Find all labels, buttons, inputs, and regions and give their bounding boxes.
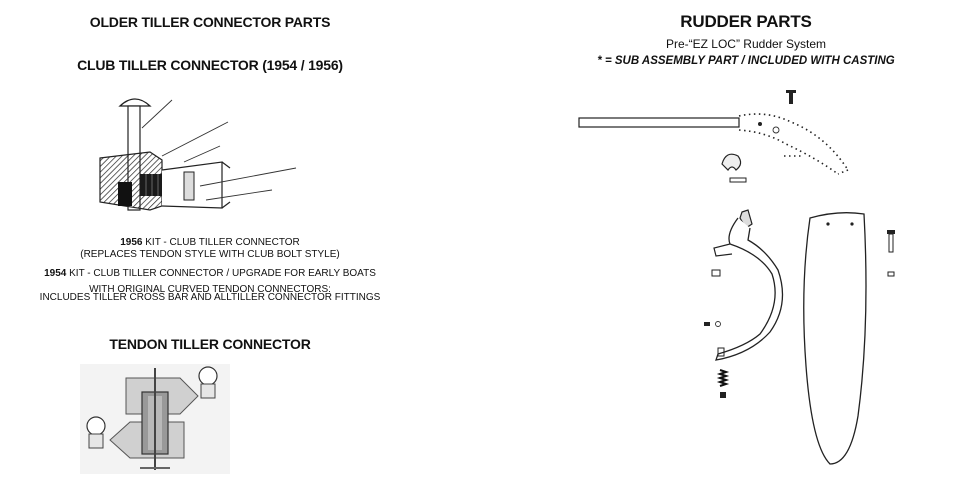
kit-1956-subtext: (REPLACES TENDON STYLE WITH CLUB BOLT STYLE) (80, 249, 340, 260)
kit-1956-caption (30, 237, 390, 261)
kit-1956-year: 1956 (120, 237, 143, 248)
rudder-blade-diagram (798, 206, 878, 470)
tendon-connector-heading: TENDON TILLER CONNECTOR (109, 336, 311, 352)
older-parts-heading: OLDER TILLER CONNECTOR PARTS (89, 14, 331, 30)
tendon-tiller-connector-diagram (80, 364, 230, 474)
club-connector-heading: CLUB TILLER CONNECTOR (1954 / 1956) (77, 57, 343, 73)
rudder-parts-heading: RUDDER PARTS (680, 12, 812, 31)
kit-1954-year: 1954 (44, 268, 67, 279)
rudder-bracket-diagram (690, 204, 790, 404)
tiller-rudder-head-diagram (576, 86, 866, 191)
kit-1954-line2: WITH ORIGINAL CURVED TENDON CONNECTORS: (89, 284, 331, 295)
kit-1954-line3: INCLUDES TILLER CROSS BAR AND ALLTILLER CONNECTOR FITTINGS (39, 292, 381, 303)
kit-1954-caption (20, 268, 400, 280)
rudder-subheading: Pre-“EZ LOC” Rudder System (665, 37, 827, 51)
kit-1954-text: KIT - CLUB TILLER CONNECTOR / UPGRADE FOR EARLY BOATS (66, 268, 376, 279)
sub-assembly-note: * = SUB ASSEMBLY PART / INCLUDED WITH CASTING (597, 55, 895, 67)
kit-1956-text: KIT - CLUB TILLER CONNECTOR (142, 237, 300, 248)
rudder-bolt-diagram (884, 226, 900, 286)
club-tiller-connector-diagram (80, 90, 310, 225)
